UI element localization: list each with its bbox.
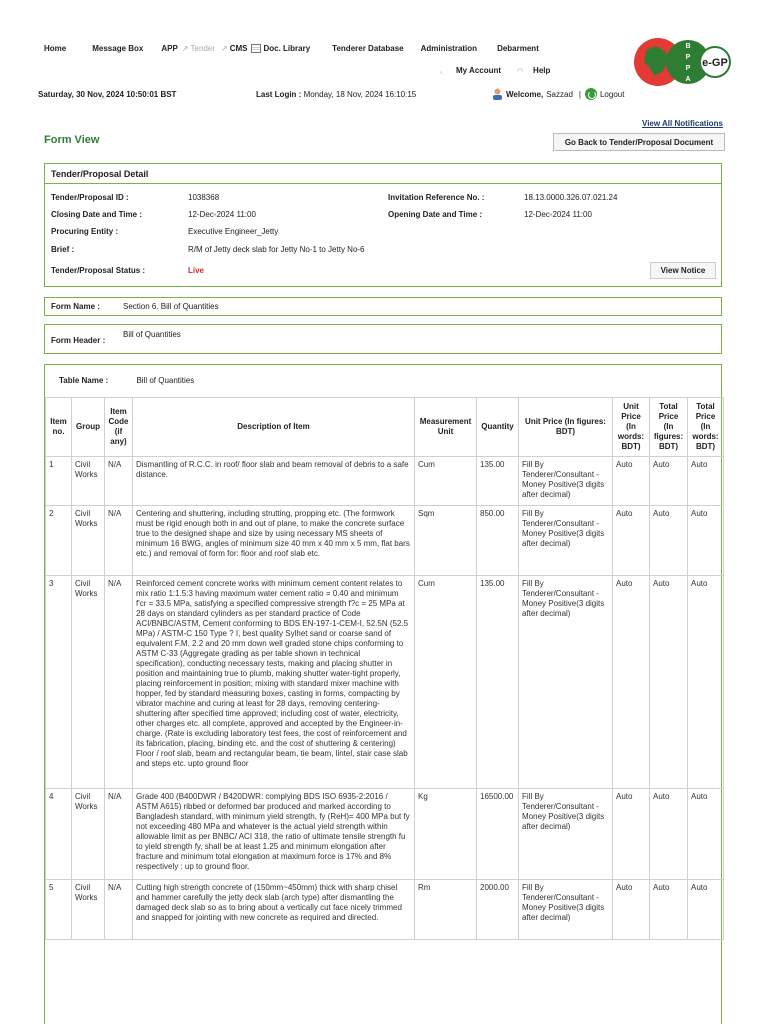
cell-item-code: N/A	[105, 789, 133, 880]
tender-id-value: 1038368	[188, 193, 220, 202]
cell-unit-price-input[interactable]: Fill By Tenderer/Consultant - Money Positive(3 digits after decimal)	[519, 457, 613, 506]
tender-id-label: Tender/Proposal ID :	[51, 193, 129, 202]
header-unit-price-words: Unit Price (In words: BDT)	[613, 398, 650, 457]
account-icon: ◟	[440, 67, 443, 75]
cell-unit-price-input[interactable]: Fill By Tenderer/Consultant - Money Positive(3 digits after decimal)	[519, 789, 613, 880]
cell-item-no: 3	[46, 576, 72, 789]
welcome-label: Welcome,	[506, 89, 544, 99]
cell-unit-price-words: Auto	[613, 576, 650, 789]
procuring-entity-label: Procuring Entity :	[51, 227, 119, 236]
cell-group: Civil Works	[72, 789, 105, 880]
procuring-entity-value: Executive Engineer_Jetty	[188, 227, 279, 236]
cell-quantity: 135.00	[477, 576, 519, 789]
cell-quantity: 16500.00	[477, 789, 519, 880]
cell-item-code: N/A	[105, 576, 133, 789]
nav-home[interactable]: Home	[44, 43, 67, 53]
table-header-row	[46, 398, 724, 457]
closing-date-label: Closing Date and Time :	[51, 210, 142, 219]
cell-item-no: 5	[46, 880, 72, 940]
go-back-button[interactable]: Go Back to Tender/Proposal Document	[553, 133, 725, 151]
cell-quantity: 2000.00	[477, 880, 519, 940]
last-login-value: Monday, 18 Nov, 2024 16:10:15	[303, 90, 417, 99]
logout-icon[interactable]	[585, 88, 597, 100]
logo-letter-2: P	[685, 54, 691, 61]
header-description: Description of Item	[133, 398, 415, 457]
cell-unit-price-words: Auto	[613, 789, 650, 880]
opening-date-label: Opening Date and Time :	[388, 210, 483, 219]
form-header-panel	[44, 324, 722, 354]
tender-detail-title: Tender/Proposal Detail	[45, 164, 721, 184]
cell-unit-price-words: Auto	[613, 880, 650, 940]
cell-unit-price-input[interactable]: Fill By Tenderer/Consultant - Money Positive(3 digits after decimal)	[519, 506, 613, 576]
cell-group: Civil Works	[72, 576, 105, 789]
table-row	[46, 506, 724, 576]
cell-quantity: 135.00	[477, 457, 519, 506]
table-name	[59, 376, 194, 385]
view-notice-button[interactable]: View Notice	[650, 262, 716, 279]
nav-my-account[interactable]	[440, 66, 501, 75]
last-login	[256, 90, 416, 99]
cell-total-price-words: Auto	[688, 457, 724, 506]
view-all-notifications-link[interactable]: View All Notifications	[642, 119, 723, 128]
cell-unit-price-words: Auto	[613, 506, 650, 576]
nav-help[interactable]	[517, 66, 550, 75]
logout-link[interactable]: Logout	[599, 89, 625, 99]
logo-letter-3: P	[685, 65, 691, 72]
cell-description: Centering and shuttering, including strutting, propping etc. (The formwork must be rigid enough both in and out of plane, to make the concrete surface true to the designed shape and size by using necessary MS sheets of minimum 16 BWG, angles of minimum size 40 mm x 40 mm x 5 mm, flat bars etc.) and removal of form for: floor and roof slab etc.	[133, 506, 415, 576]
header-group: Group	[72, 398, 105, 457]
sub-nav	[440, 66, 566, 75]
cell-unit-price-input[interactable]: Fill By Tenderer/Consultant - Money Positive(3 digits after decimal)	[519, 576, 613, 789]
tender-detail-panel	[44, 163, 722, 287]
page-title: Form View	[44, 134, 100, 146]
cell-unit: Cum	[415, 457, 477, 506]
cms-arrow-icon: ↗	[221, 43, 228, 53]
table-row	[46, 880, 724, 940]
nav-app[interactable]: APP	[161, 43, 178, 53]
cell-quantity: 850.00	[477, 506, 519, 576]
invitation-ref-label: Invitation Reference No. :	[388, 193, 485, 202]
brief-label: Brief :	[51, 245, 75, 254]
cell-description: Reinforced cement concrete works with minimum cement content relates to mix ratio 1:1.5:3 having maximum water cement ratio = 0.40 and minimum f'cr = 33.5 MPa, satisfying a specified compressive strength f?c = 25 MPa at 28 days on standard cylinders as per standard practice of Code ACI/BNBC/ASTM, Cement conforming to BDS EN-197-1-CEM-I, 52.5N (52.5 MPa) / ASTM-C 150 Type ? I, best quality Sylhet sand or coarse sand of equivalent F.M. 2.2 and 20 mm down well graded stone chips conforming to ASTM C-33 (Aggregate grading as per table shown in technical specification), conducting necessary tests, making and placing shutter in position and maintaining true to plumb, making shutter water-tight properly, placing reinforcement in position; mixing with standard mixer machine with hopper, fed by standard measuring boxes, casting in forms, compacting by vibrator machine and curing at least for 28 days, removing centering-shuttering after specified time approved; including cost of water, electricity, other charges etc. all complete, approved and accepted by the Engineer-in-charge. (Rate is excluding laboratory test fees, the cost of reinforcement and its fabrication, placing, binding etc. and the cost of shuttering & centering) Floor / roof slab, beam and rectangular beam, tie beam, lintel, stair case slab and steps etc. upto ground floor	[133, 576, 415, 789]
form-name-panel	[44, 297, 722, 316]
header-quantity: Quantity	[477, 398, 519, 457]
cell-unit-price-words: Auto	[613, 457, 650, 506]
cell-unit-price-input[interactable]: Fill By Tenderer/Consultant - Money Positive(3 digits after decimal)	[519, 880, 613, 940]
cell-group: Civil Works	[72, 880, 105, 940]
table-row	[46, 457, 724, 506]
nav-cms-label: CMS	[229, 43, 248, 53]
username: Sazzad	[546, 89, 573, 99]
cell-description: Cutting high strength concrete of (150mm~450mm) thick with sharp chisel and hammer carefully the jetty deck slab (arch type) after dismantling the damaged deck slab so as to bring about a vertically cut face nicely trimmed and snapped for jointing with new concrete as required and directed.	[133, 880, 415, 940]
header-unit-price-figures: Unit Price (In figures: BDT)	[519, 398, 613, 457]
cell-unit: Rm	[415, 880, 477, 940]
closing-date-value: 12-Dec-2024 11:00	[188, 210, 256, 219]
tender-arrow-icon: ↗	[181, 43, 189, 53]
document-icon	[251, 44, 261, 53]
header-item-code: Item Code (if any)	[105, 398, 133, 457]
cell-group: Civil Works	[72, 506, 105, 576]
cell-total-price-figures: Auto	[650, 789, 688, 880]
nav-help-label: Help	[533, 66, 551, 75]
cell-total-price-figures: Auto	[650, 506, 688, 576]
header-total-price-figures: Total Price (In figures: BDT)	[650, 398, 688, 457]
cell-description: Dismantling of R.C.C. in roof/ floor slab and beam removal of debris to a safe distance.	[133, 457, 415, 506]
cell-total-price-figures: Auto	[650, 457, 688, 506]
table-name-value: Bill of Quantities	[136, 376, 195, 385]
last-login-label: Last Login :	[256, 90, 302, 99]
invitation-ref-value: 18.13.0000.326.07.021.24	[524, 193, 618, 202]
separator: |	[578, 89, 581, 99]
logo-letter-4: A	[685, 76, 691, 83]
table-row	[46, 789, 724, 880]
cell-total-price-words: Auto	[688, 880, 724, 940]
cell-item-no: 2	[46, 506, 72, 576]
cell-unit: Sqm	[415, 506, 477, 576]
opening-date-value: 12-Dec-2024 11:00	[524, 210, 592, 219]
cell-total-price-figures: Auto	[650, 880, 688, 940]
cell-item-no: 1	[46, 457, 72, 506]
form-header-value: Bill of Quantities	[123, 330, 181, 339]
logo-egp-text: e-GP	[702, 57, 728, 69]
nav-administration[interactable]: Administration	[420, 43, 478, 53]
main-nav	[44, 42, 539, 54]
nav-tenderer-database[interactable]: Tenderer Database	[332, 43, 404, 53]
cell-item-code: N/A	[105, 457, 133, 506]
form-header-label: Form Header :	[51, 336, 106, 345]
table-row	[46, 576, 724, 789]
status-badge: Live	[188, 266, 205, 275]
nav-my-account-label: My Account	[456, 66, 502, 75]
nav-tender-label: Tender	[190, 43, 215, 53]
user-icon	[492, 88, 503, 100]
cell-unit: Kg	[415, 789, 477, 880]
cell-description: Grade 400 (B400DWR / B420DWR: complying BDS ISO 6935-2:2016 / ASTM A615) ribbed or deformed bar produced and marked according to Bangladesh standard, with minimum yield strength, fy (ReH)= 400 MPa but fy not exceeding 480 MPa and whatever is the actual yield strength within allowable limit as per BNBC/ ACI 318, the ratio of ultimate tensile strength fu to yield strength fy, shall be at least 1.25 and minimum elongation after fracture and minimum total elongation at maximum force is 17% and 8% respectively : up to ground floor.	[133, 789, 415, 880]
boq-table	[45, 397, 724, 940]
form-name-value: Section 6. Bill of Quantities	[123, 302, 219, 311]
cell-item-no: 4	[46, 789, 72, 880]
form-name-label: Form Name :	[51, 302, 100, 311]
header-total-price-words: Total Price (In words: BDT)	[688, 398, 724, 457]
header-item-no: Item no.	[46, 398, 72, 457]
nav-debarment[interactable]: Debarment	[497, 43, 539, 53]
table-name-label: Table Name :	[59, 376, 109, 385]
current-datetime: Saturday, 30 Nov, 2024 10:50:01 BST	[38, 90, 177, 99]
cell-item-code: N/A	[105, 506, 133, 576]
header-measurement-unit: Measurement Unit	[415, 398, 477, 457]
boq-table-panel	[44, 364, 722, 1024]
cell-item-code: N/A	[105, 880, 133, 940]
cell-unit: Cum	[415, 576, 477, 789]
nav-cms[interactable]	[221, 44, 247, 53]
cell-total-price-words: Auto	[688, 506, 724, 576]
cell-group: Civil Works	[72, 457, 105, 506]
logo-letter-1: B	[685, 43, 691, 50]
cell-total-price-words: Auto	[688, 576, 724, 789]
status-label: Tender/Proposal Status :	[51, 266, 146, 275]
help-icon: ◠	[517, 67, 524, 75]
nav-doc-library[interactable]	[251, 44, 310, 53]
nav-message-box[interactable]: Message Box	[92, 43, 144, 53]
nav-doc-library-label: Doc. Library	[263, 43, 311, 53]
welcome-area	[492, 88, 624, 100]
nav-tender[interactable]	[182, 44, 215, 53]
egp-logo	[632, 34, 732, 90]
cell-total-price-figures: Auto	[650, 576, 688, 789]
cell-total-price-words: Auto	[688, 789, 724, 880]
brief-value: R/M of Jetty deck slab for Jetty No-1 to Jetty No-6	[188, 245, 365, 254]
